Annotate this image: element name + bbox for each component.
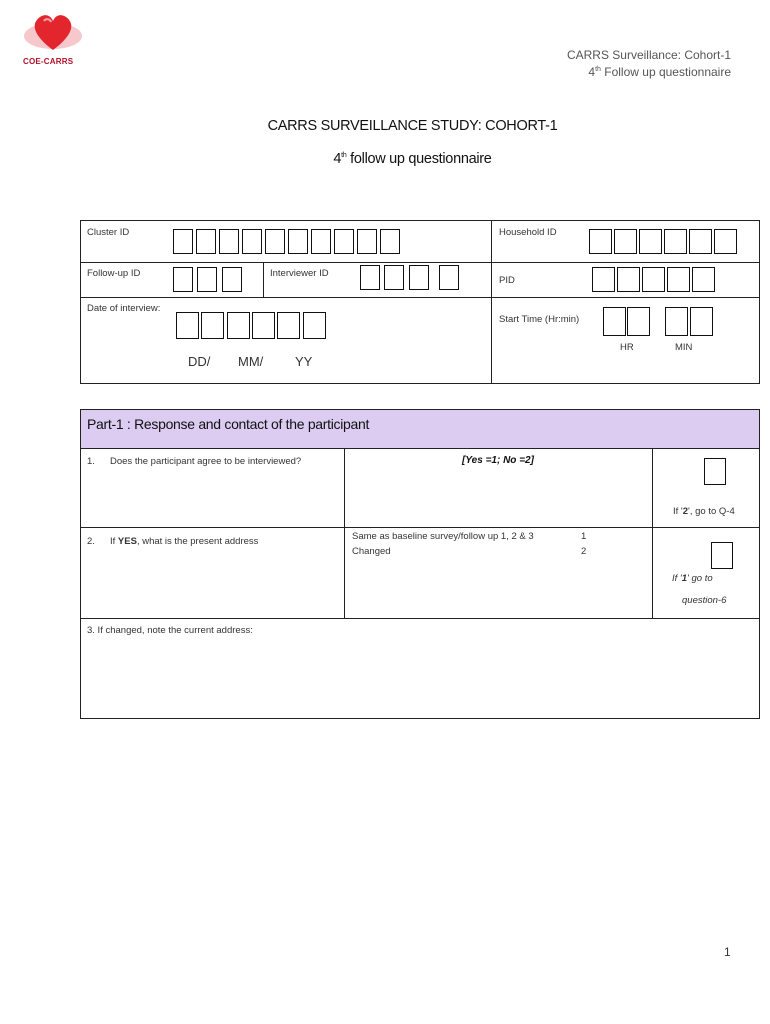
q2-skip-suffix: ' go to [687,573,713,584]
interviewer-id-label: Interviewer ID [270,268,329,279]
header-line-1: CARRS Surveillance: Cohort-1 [566,48,731,62]
household-id-digit-box[interactable] [614,229,637,254]
cluster-id-digit-box[interactable] [334,229,354,254]
start-time-label: Start Time (Hr:min) [499,314,580,325]
pid-digit-box[interactable] [592,267,615,292]
followup-id-digit-box[interactable] [222,267,242,292]
cluster-id-digit-box[interactable] [265,229,285,254]
interviewer-id-digit-box[interactable] [439,265,459,290]
q1-skip-prefix: If ' [673,506,683,517]
q2-answer-box[interactable] [711,542,733,569]
household-id-label: Household ID [499,227,557,238]
pid-label: PID [499,275,515,286]
date-format-dd: DD/ [188,354,211,369]
minute-digit-box[interactable] [665,307,688,336]
q1-number: 1. [87,456,95,467]
date-digit-box[interactable] [227,312,250,339]
cluster-id-digit-box[interactable] [357,229,377,254]
header-line-2-rest: Follow up questionnaire [600,65,731,79]
household-id-digit-box[interactable] [689,229,712,254]
q2-option-1-label: Same as baseline survey/follow up 1, 2 & 3 [352,531,534,542]
q1-skip-suffix: ', go to Q-4 [688,506,735,517]
date-format-yy: YY [295,354,313,369]
q2-skip-instruction [672,573,713,584]
header-line-2 [548,65,731,79]
q2-option-2-label: Changed [352,546,391,557]
date-digit-box[interactable] [303,312,326,339]
q1-codes: [Yes =1; No =2] [462,455,534,466]
q2-text-bold: YES [117,536,137,547]
date-digit-box[interactable] [201,312,224,339]
q2-text [110,536,258,547]
date-digit-box[interactable] [176,312,199,339]
logo-text: COE-CARRS [23,57,74,66]
page-title: CARRS SURVEILLANCE STUDY: COHORT-1 [267,118,558,134]
q2-text-prefix: If [110,536,118,547]
pid-digit-box[interactable] [617,267,640,292]
interviewer-id-digit-box[interactable] [384,265,404,290]
hour-digit-box[interactable] [627,307,650,336]
cluster-id-label: Cluster ID [87,227,130,238]
date-digit-box[interactable] [252,312,275,339]
q1-skip-instruction [673,506,735,517]
q1-skip-code: 2 [682,506,689,517]
q2-skip-prefix: If ' [672,573,682,584]
heart-logo-icon [22,6,84,56]
cluster-id-digit-box[interactable] [173,229,193,254]
pid-digit-box[interactable] [642,267,665,292]
q2-text-suffix: , what is the present address [136,536,259,547]
q2-option-1-code: 1 [581,531,587,542]
q1-answer-box[interactable] [704,458,726,485]
logo [22,6,84,68]
min-label: MIN [675,342,693,353]
subtitle-sup: th [341,152,347,160]
followup-id-digit-box[interactable] [197,267,217,292]
cluster-id-digit-box[interactable] [311,229,331,254]
interviewer-id-digit-box[interactable] [360,265,380,290]
subtitle-rest: follow up questionnaire [346,151,492,167]
cluster-id-digit-box[interactable] [242,229,262,254]
q2-option-2-code: 2 [581,546,587,557]
minute-digit-box[interactable] [690,307,713,336]
cluster-id-digit-box[interactable] [288,229,308,254]
q2-number: 2. [87,536,95,547]
subtitle-num: 4 [333,151,342,167]
q2-skip-line-2: question-6 [682,595,727,606]
cluster-id-digit-box[interactable] [219,229,239,254]
q2-skip-code: 1 [681,573,688,584]
date-format-mm: MM/ [238,354,264,369]
page-subtitle [0,151,770,167]
followup-id-digit-box[interactable] [173,267,193,292]
followup-id-label: Follow-up ID [87,268,141,279]
date-digit-box[interactable] [277,312,300,339]
household-id-digit-box[interactable] [664,229,687,254]
header-line-2-sup: th [595,66,601,73]
interviewer-id-digit-box[interactable] [409,265,429,290]
page-number: 1 [724,945,731,959]
q3-text: 3. If changed, note the current address: [87,625,253,636]
header-line-2-num: 4 [588,65,596,79]
hr-label: HR [620,342,634,353]
household-id-digit-box[interactable] [639,229,662,254]
cluster-id-digit-box[interactable] [380,229,400,254]
hour-digit-box[interactable] [603,307,626,336]
part1-heading: Part-1 : Response and contact of the participant [87,416,370,432]
date-of-interview-label: Date of interview: [87,303,161,314]
pid-digit-box[interactable] [692,267,715,292]
household-id-digit-box[interactable] [589,229,612,254]
q1-text: Does the participant agree to be interviewed? [110,456,302,467]
household-id-digit-box[interactable] [714,229,737,254]
pid-digit-box[interactable] [667,267,690,292]
q3-address-area[interactable] [82,640,758,716]
cluster-id-digit-box[interactable] [196,229,216,254]
